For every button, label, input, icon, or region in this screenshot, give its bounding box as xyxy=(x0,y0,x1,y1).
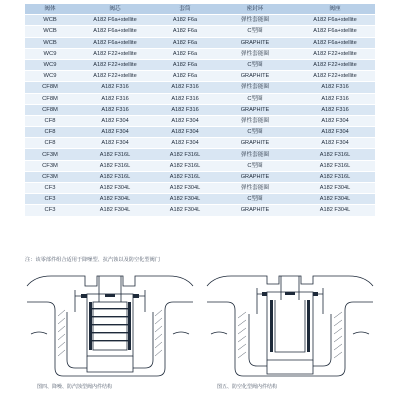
cell-plug: A182 F304L xyxy=(75,205,155,216)
cell-body: CF8 xyxy=(25,127,75,138)
cell-sleeve: A182 F304L xyxy=(155,183,215,194)
cell-seal-ring: 弹性套能圈 xyxy=(215,149,295,160)
cell-plug: A182 F304 xyxy=(75,138,155,149)
cell-body: CF3 xyxy=(25,205,75,216)
cell-sleeve: A182 F6a xyxy=(155,37,215,48)
cell-sleeve: A182 F316L xyxy=(155,149,215,160)
cell-body: CF8M xyxy=(25,104,75,115)
cell-plug: A182 F304 xyxy=(75,115,155,126)
table-row xyxy=(25,15,375,26)
cell-body: WC9 xyxy=(25,71,75,82)
cell-plug: A182 F22+stellite xyxy=(75,59,155,70)
cell-seat: A182 F6a+stellite xyxy=(295,26,375,37)
figure-caption-left: 图四、降噪、防汽蚀型阀内件结构 xyxy=(37,384,113,390)
cell-plug: A182 F6a+stellite xyxy=(75,26,155,37)
cell-sleeve: A182 F6a xyxy=(155,48,215,59)
cell-sleeve: A182 F304 xyxy=(155,127,215,138)
cell-plug: A182 F316L xyxy=(75,171,155,182)
table-row xyxy=(25,115,375,126)
cell-seat: A182 F304 xyxy=(295,138,375,149)
cell-seal-ring: C型圈 xyxy=(215,59,295,70)
cell-body: CF3M xyxy=(25,171,75,182)
cell-seal-ring: 弹性套能圈 xyxy=(215,183,295,194)
table-row xyxy=(25,138,375,149)
cell-seal-ring: GRAPHITE xyxy=(215,37,295,48)
cell-seal-ring: C型圈 xyxy=(215,160,295,171)
cell-seat: A182 F304 xyxy=(295,127,375,138)
cell-plug: A182 F304L xyxy=(75,183,155,194)
cell-seal-ring: 弹性套能圈 xyxy=(215,48,295,59)
figure-caption-right: 图五、防空化型阀内件结构 xyxy=(217,384,278,390)
cell-seat: A182 F22+stellite xyxy=(295,48,375,59)
cell-seal-ring: 弹性套能圈 xyxy=(215,115,295,126)
header-seat: 阀座 xyxy=(295,4,375,15)
cell-sleeve: A182 F316 xyxy=(155,104,215,115)
cell-body: WC9 xyxy=(25,59,75,70)
cell-seal-ring: GRAPHITE xyxy=(215,104,295,115)
cell-sleeve: A182 F304L xyxy=(155,194,215,205)
table-row xyxy=(25,59,375,70)
cell-sleeve: A182 F316L xyxy=(155,160,215,171)
cell-seat: A182 F316L xyxy=(295,149,375,160)
cell-seat: A182 F304L xyxy=(295,205,375,216)
cell-seat: A182 F304L xyxy=(295,183,375,194)
cell-sleeve: A182 F304 xyxy=(155,115,215,126)
cell-seat: A182 F6a+stellite xyxy=(295,37,375,48)
cell-body: CF3 xyxy=(25,194,75,205)
cell-body: CF8 xyxy=(25,115,75,126)
cell-seat: A182 F316L xyxy=(295,171,375,182)
cell-seal-ring: GRAPHITE xyxy=(215,71,295,82)
cell-plug: A182 F316 xyxy=(75,82,155,93)
cell-sleeve: A182 F6a xyxy=(155,59,215,70)
table-row xyxy=(25,183,375,194)
table-note: 注：该零部件组合适用于降噪型、抗汽蚀以及防空化型阀门 xyxy=(25,257,160,263)
cell-seal-ring: C型圈 xyxy=(215,194,295,205)
cell-plug: A182 F304L xyxy=(75,194,155,205)
cell-seal-ring: GRAPHITE xyxy=(215,205,295,216)
cell-seat: A182 F22+stellite xyxy=(295,59,375,70)
cell-seat: A182 F304L xyxy=(295,194,375,205)
table-body xyxy=(25,15,375,216)
cell-seat: A182 F316L xyxy=(295,160,375,171)
cell-body: CF8M xyxy=(25,82,75,93)
cell-plug: A182 F316 xyxy=(75,104,155,115)
table-row xyxy=(25,160,375,171)
cell-body: CF3M xyxy=(25,149,75,160)
cell-body: CF8M xyxy=(25,93,75,104)
cell-seat: A182 F304 xyxy=(295,115,375,126)
header-sleeve: 套筒 xyxy=(155,4,215,15)
cell-body: CF3 xyxy=(25,183,75,194)
table-row xyxy=(25,205,375,216)
cell-plug: A182 F316L xyxy=(75,149,155,160)
cell-body: WCB xyxy=(25,15,75,26)
table-row xyxy=(25,26,375,37)
cell-seal-ring: GRAPHITE xyxy=(215,138,295,149)
cell-plug: A182 F6a+stellite xyxy=(75,37,155,48)
cell-sleeve: A182 F6a xyxy=(155,71,215,82)
table-row xyxy=(25,194,375,205)
cell-sleeve: A182 F304 xyxy=(155,138,215,149)
header-seal-ring: 密封环 xyxy=(215,4,295,15)
cell-plug: A182 F22+stellite xyxy=(75,71,155,82)
cell-sleeve: A182 F6a xyxy=(155,26,215,37)
cell-seal-ring: 弹性套能圈 xyxy=(215,15,295,26)
cell-plug: A182 F316 xyxy=(75,93,155,104)
table-header-row xyxy=(25,4,375,15)
table-row xyxy=(25,149,375,160)
cell-seal-ring: C型圈 xyxy=(215,127,295,138)
cell-seal-ring: C型圈 xyxy=(215,26,295,37)
cell-sleeve: A182 F316 xyxy=(155,93,215,104)
cell-sleeve: A182 F304L xyxy=(155,205,215,216)
cell-plug: A182 F316L xyxy=(75,160,155,171)
cell-seat: A182 F316 xyxy=(295,104,375,115)
cell-seal-ring: 弹性套能圈 xyxy=(215,82,295,93)
cell-sleeve: A182 F316L xyxy=(155,171,215,182)
trim-drawing-right xyxy=(205,272,375,380)
cell-body: WCB xyxy=(25,26,75,37)
cell-body: WCB xyxy=(25,37,75,48)
cell-sleeve: A182 F6a xyxy=(155,15,215,26)
header-plug: 阀芯 xyxy=(75,4,155,15)
trim-drawing-left xyxy=(25,272,195,380)
table-row xyxy=(25,104,375,115)
table-row xyxy=(25,171,375,182)
figure-noise-reduction-trim xyxy=(25,272,195,380)
cell-plug: A182 F22+stellite xyxy=(75,48,155,59)
table-row xyxy=(25,71,375,82)
header-body: 阀体 xyxy=(25,4,75,15)
cell-seat: A182 F316 xyxy=(295,93,375,104)
table-row xyxy=(25,127,375,138)
cell-plug: A182 F6a+stellite xyxy=(75,15,155,26)
cell-sleeve: A182 F316 xyxy=(155,82,215,93)
cell-seat: A182 F22+stellite xyxy=(295,71,375,82)
cell-body: CF8 xyxy=(25,138,75,149)
cell-seal-ring: GRAPHITE xyxy=(215,171,295,182)
table-row xyxy=(25,48,375,59)
figure-anti-cavitation-trim xyxy=(205,272,375,380)
cell-body: WC9 xyxy=(25,48,75,59)
table-row xyxy=(25,82,375,93)
cell-seat: A182 F316 xyxy=(295,82,375,93)
cell-seat: A182 F6a+stellite xyxy=(295,15,375,26)
cell-seal-ring: C型圈 xyxy=(215,93,295,104)
cell-plug: A182 F304 xyxy=(75,127,155,138)
cell-body: CF3M xyxy=(25,160,75,171)
table-row xyxy=(25,93,375,104)
material-table xyxy=(25,4,375,217)
table-row xyxy=(25,37,375,48)
